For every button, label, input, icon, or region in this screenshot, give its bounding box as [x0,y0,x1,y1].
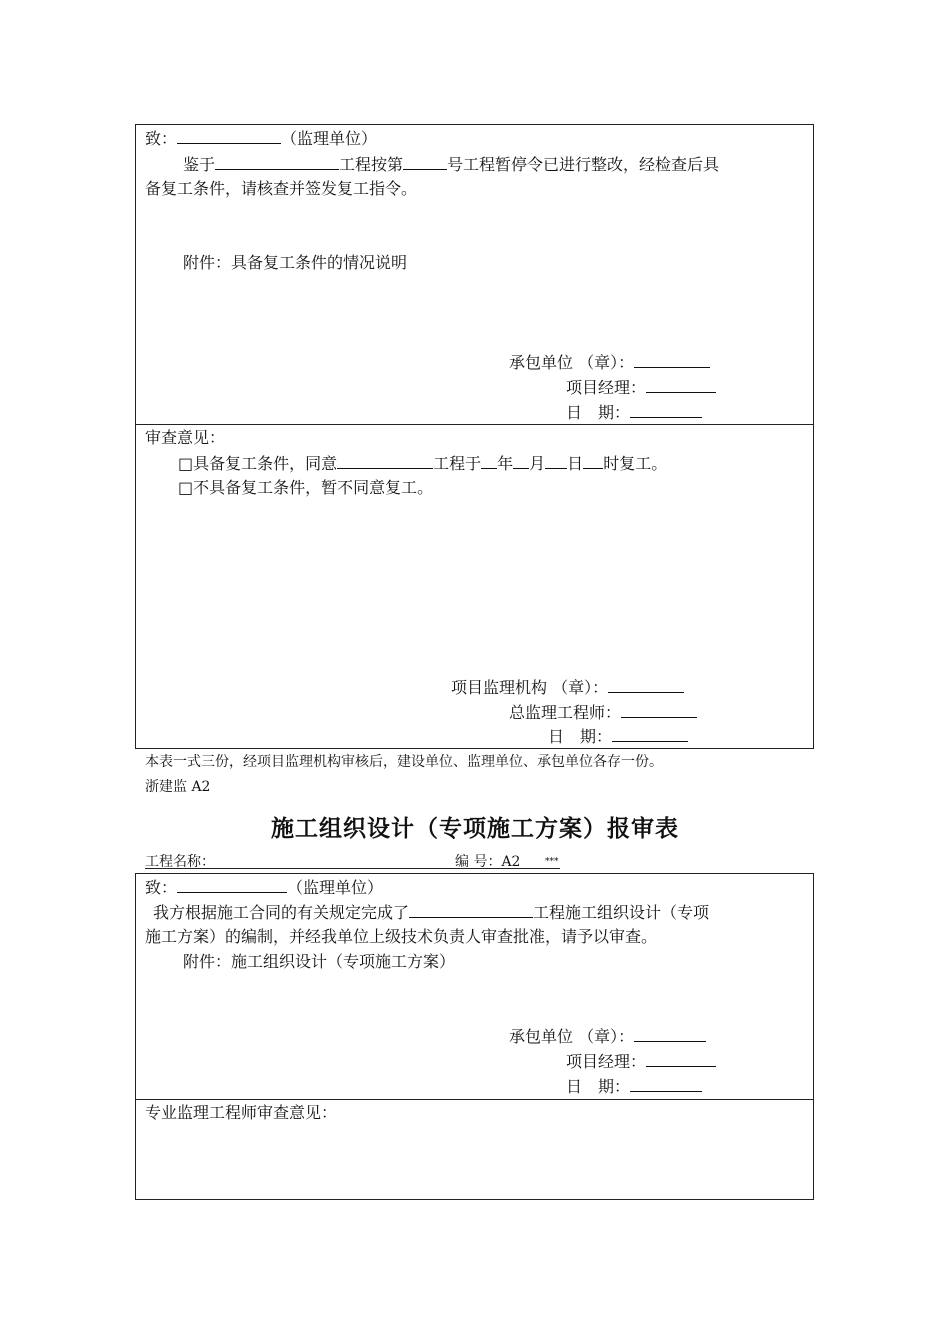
to-suffix: （监理单位） [281,129,378,148]
chief-engineer-label: 总监理工程师： [509,703,622,722]
contractor-label: 承包单位 （章）： [509,1027,635,1046]
form1-supervision-org [451,677,684,698]
form1-attachment: 附件：具备复工条件的情况说明 [183,253,408,272]
form1-review-label: 审查意见： [145,428,226,447]
form2-review-label: 专业监理工程师审查意见： [145,1103,338,1122]
form2-number-label: 编 号：A2 [455,854,521,870]
body-text: 工程于 [433,454,482,473]
form2-number-stars: *** [545,857,559,867]
project-name-blank[interactable] [409,902,533,918]
supervisor-unit-blank[interactable] [177,877,287,893]
to-suffix: （监理单位） [287,878,384,897]
resume-project-blank[interactable] [337,453,433,469]
pm-blank[interactable] [646,377,716,393]
form2-body-line2: 施工方案）的编制，并经我单位上级技术负责人审查批准，请予以审查。 [145,927,658,946]
form1-option-reject[interactable]: □不具备复工条件，暂不同意复工。 [178,478,434,497]
month-blank[interactable] [513,453,529,469]
form1-contractor [509,352,710,373]
contractor-blank[interactable] [634,1026,706,1042]
date-blank[interactable] [612,726,688,742]
form2-contractor [509,1026,706,1047]
date-blank[interactable] [630,402,702,418]
body-text: 时复工。 [603,454,668,473]
supervision-org-label: 项目监理机构 （章）： [451,678,609,697]
date-label: 日 期： [548,727,613,746]
to-prefix: 致： [145,878,178,897]
contractor-blank[interactable] [634,352,710,368]
body-text: 工程按第 [339,155,404,174]
approve-checkbox-label[interactable]: □具备复工条件，同意 [178,454,338,473]
date-blank[interactable] [630,1076,702,1092]
pm-label: 项目经理： [566,378,647,397]
form2-project-name-label: 工程名称： [145,854,215,870]
day-blank[interactable] [545,453,567,469]
project-name-blank[interactable] [215,154,339,170]
body-text: 月 [529,454,546,473]
form1-footnote: 本表一式三份，经项目监理机构审核后，建设单位、监理单位、承包单位各存一份。 [145,754,663,770]
form1-body-line1 [183,154,719,175]
form2-body-line1 [153,902,709,923]
order-number-blank[interactable] [403,154,447,170]
body-text: 号工程暂停令已进行整改，经检查后具 [447,155,720,174]
form1-option-approve [178,453,667,474]
pm-blank[interactable] [646,1051,716,1067]
to-prefix: 致： [145,129,178,148]
date-label: 日 期： [566,403,631,422]
pm-label: 项目经理： [566,1052,647,1071]
body-text: 我方根据施工合同的有关规定完成了 [153,903,410,922]
form2-to-line [145,877,383,898]
form2-title: 施工组织设计（专项施工方案）报审表 [271,815,679,842]
form1-to-line [145,128,377,149]
supervisor-unit-blank[interactable] [177,128,281,144]
form1-pm [566,377,716,398]
form2-project-name-underline[interactable] [145,868,457,869]
form1-chief-engineer [509,702,697,723]
chief-engineer-blank[interactable] [621,702,697,718]
body-text: 年 [497,454,514,473]
form2-attachment: 附件：施工组织设计（专项施工方案） [183,952,456,971]
date-label: 日 期： [566,1077,631,1096]
form2-pm [566,1051,716,1072]
body-text: 日 [567,454,584,473]
body-text: 鉴于 [183,155,216,174]
body-text: 工程施工组织设计（专项 [533,903,710,922]
year-blank[interactable] [481,453,497,469]
contractor-label: 承包单位 （章）： [509,353,635,372]
form1-date [566,402,702,423]
form1-code: 浙建监 A2 [145,779,211,795]
hour-blank[interactable] [583,453,603,469]
form1-date2 [548,726,688,747]
form1-body-line2: 备复工条件，请核查并签发复工指令。 [145,179,418,198]
form2-date [566,1076,702,1097]
form2-number-underline[interactable] [455,868,560,869]
supervision-org-blank[interactable] [608,677,684,693]
